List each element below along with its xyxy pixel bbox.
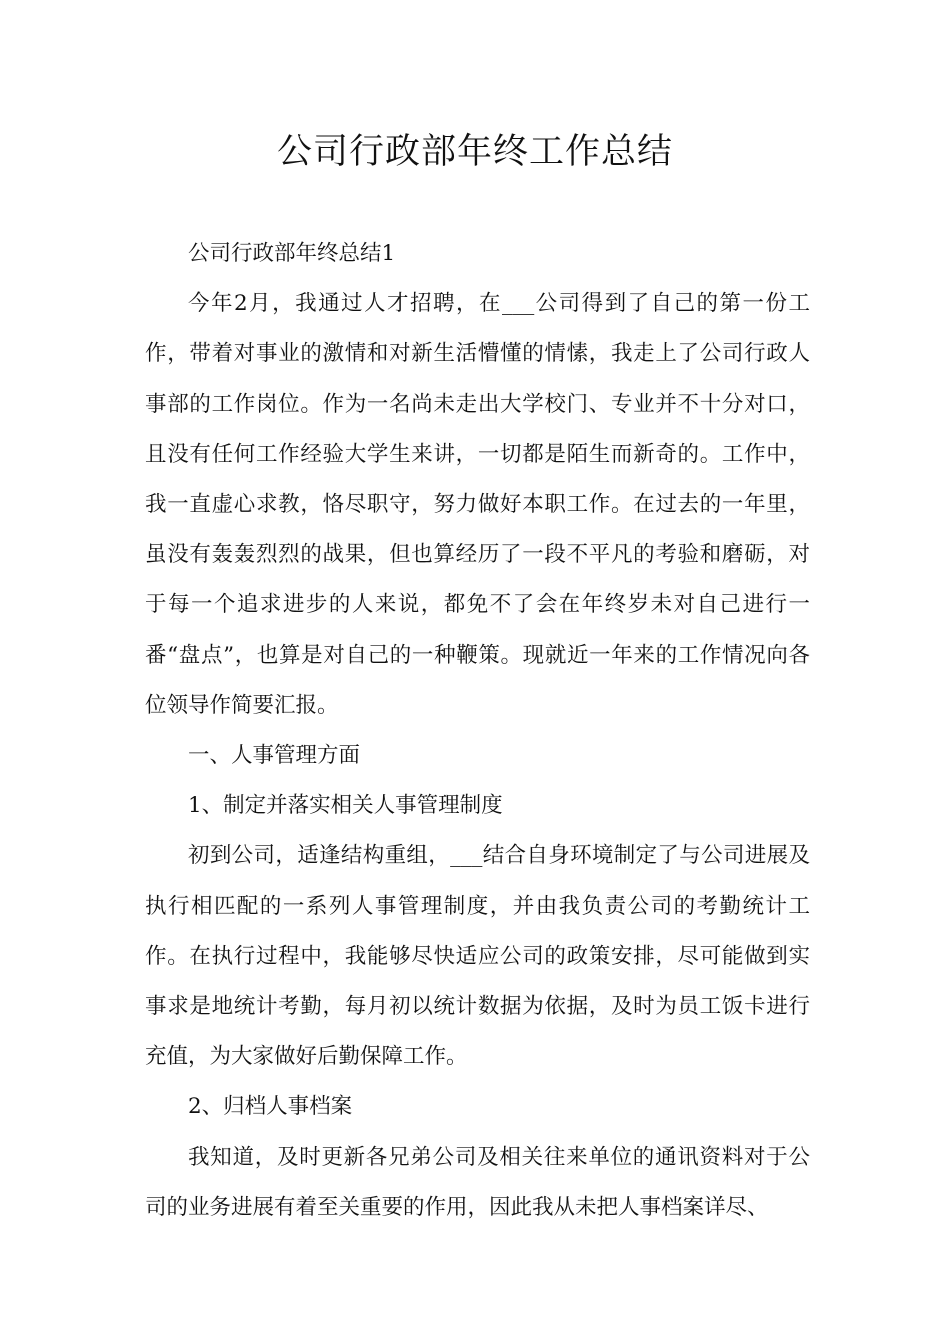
hr-archive-paragraph: 我知道，及时更新各兄弟公司及相关往来单位的通讯资料对于公司的业务进展有着至关重要的作用，因此我从未把人事档案详尽、 xyxy=(145,1144,810,1220)
subheading-hr-archive: 2、归档人事档案 xyxy=(188,1094,353,1120)
document-title: 公司行政部年终工作总结 xyxy=(276,132,673,172)
section-heading-hr-management: 一、人事管理方面 xyxy=(188,743,361,769)
document-body xyxy=(145,229,810,1233)
intro-paragraph: 今年2月，我通过人才招聘，在___公司得到了自己的第一份工作，带着对事业的激情和对新生活懵懂的情愫，我走上了公司行政人事部的工作岗位。作为一名尚未走出大学校门、专业并不十分对口，且没有任何工作经验大学生来讲，一切都是陌生而新奇的。工作中，我一直虚心求教，恪尽职守，努力做好本职工作。在过去的一年里，虽没有轰轰烈烈的战果，但也算经历了一段不平凡的考验和磨砺，对于每一个追求进步的人来说，都免不了会在年终岁未对自己进行一番“盘点”，也算是对自己的一种鞭策。现就近一年来的工作情况向各位领导作简要汇报。 xyxy=(145,291,810,718)
section-heading-summary-1: 公司行政部年终总结1 xyxy=(188,241,396,266)
hr-policy-paragraph: 初到公司，适逢结构重组，___结合自身环境制定了与公司进展及执行相匹配的一系列人事管理制度，并由我负责公司的考勤统计工作。在执行过程中，我能够尽快适应公司的政策安排，尽可能做到实事求是地统计考勤，每月初以统计数据为依据，及时为员工饭卡进行充值，为大家做好后勤保障工作。 xyxy=(145,843,810,1070)
subheading-hr-policy: 1、制定并落实相关人事管理制度 xyxy=(188,793,503,819)
